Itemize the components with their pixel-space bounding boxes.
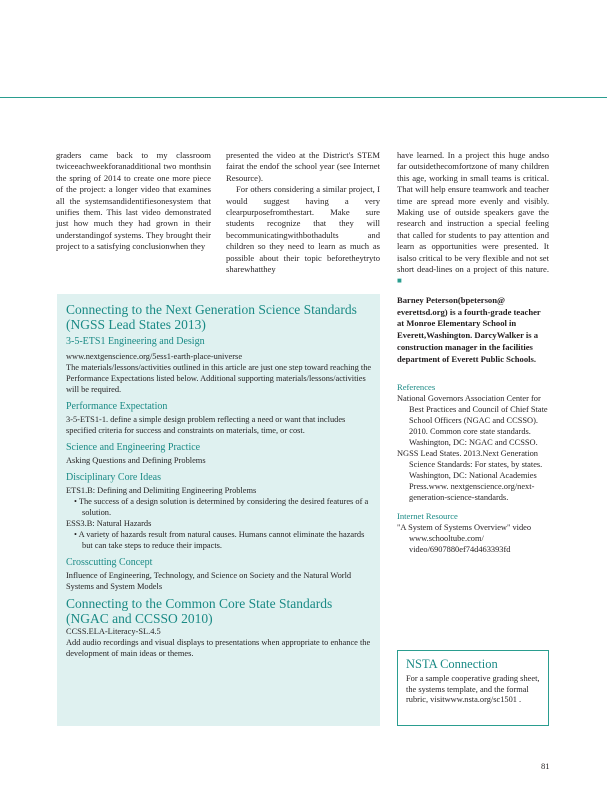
nsta-text: For a sample cooperative grading sheet, the systems template, and the formal rubric, visitwww.nsta.org/sc1501 . — [406, 674, 540, 705]
reference-item: National Governors Association Center for Best Practices and Council of Chief State School Officers (NGAC and CCSSO). 2010. Common core state standards. Washington, DC: NGAC and CCSSO. — [397, 394, 548, 448]
references-heading: References — [397, 381, 436, 392]
end-mark-icon: ■ — [397, 276, 402, 286]
paragraph — [397, 150, 549, 287]
nsta-heading: NSTA Connection — [406, 657, 498, 671]
cc-text: Systems and System Models — [66, 582, 163, 591]
standard-heading: 3-5-ETS1 Engineering and Design — [66, 336, 205, 347]
dci-heading: Disciplinary Core Ideas — [66, 472, 161, 483]
nsta-connection-box — [397, 650, 549, 726]
ccss-text: Add audio recordings and visual displays to presentations when appropriate to enhance the development of main ideas or themes. — [66, 638, 371, 658]
ccss-title: Connecting to the Common Core State Standards (NGAC and CCSSO 2010) — [66, 596, 333, 626]
paragraph-text: have learned. In a project this huge andso far outsidethecomfortzone of many children this age, working in small teams is critical. That will help ensure teamwork and teacher time are spread more evenly and visibly. Making use of outside speakers gave the research and instruction a special feeling that called for students to pay attention and learn as opportunities were presented. It isalso critical to be very flexible and not set short dead-lines on a project of this nature. — [397, 150, 549, 275]
paragraph: graders came back to my classroom twiceeachweekforanadditional two monthsin the spring of 2014 to create one more piece of the project: a longer video that examines all the systemsandidentifiesonesystem that unifies them. This last video demonstrated just how much they had grown in their understandingof systems. They brought their project to a satisfying conclusionwhen they — [56, 150, 211, 252]
standards-sidebar — [57, 294, 380, 726]
dci-bullet: • The success of a design solution is determined by considering the desired features of a solution. — [74, 497, 369, 517]
article-column-1 — [56, 150, 211, 253]
internet-resource-text: "A System of Systems Overview" video www.schooltube.com/ video/6907880ef74d463393fd — [397, 523, 532, 555]
article-column-2 — [226, 150, 380, 275]
page-number: 81 — [541, 761, 550, 771]
cc-text: Influence of Engineering, Technology, and Science on Society and the Natural World — [66, 571, 352, 580]
ccss-code: CCSS.ELA-Literacy-SL.4.5 — [66, 627, 161, 636]
ngss-title: Connecting to the Next Generation Science Standards (NGSS Lead States 2013) — [66, 302, 357, 332]
standard-url: www.nextgenscience.org/5ess1-earth-place-universe — [66, 352, 243, 361]
sep-text: Asking Questions and Defining Problems — [66, 456, 206, 465]
dci-bullet: • A variety of hazards result from natural causes. Humans cannot eliminate the hazards but can take steps to reduce their impacts. — [74, 530, 365, 550]
pe-heading: Performance Expectation — [66, 401, 168, 412]
internet-resource-heading: Internet Resource — [397, 511, 458, 522]
paragraph: For others considering a similar project, I would suggest having a very clearpurposefromthestart. Make sure students recognize that they will becommunicatingwithbothadults and children so they need to learn as much as possible about their topic beforetheytryto sharewhatthey — [226, 184, 380, 275]
cc-heading: Crosscutting Concept — [66, 557, 153, 568]
sep-heading: Science and Engineering Practice — [66, 442, 201, 453]
header-rule — [0, 97, 607, 98]
internet-resource — [397, 522, 549, 555]
reference-item: NGSS Lead States. 2013.Next Generation Science Standards: For states, by states. Washington, DC: National Academies Press.www. nextgenscience.org/next-generation-science-standards. — [397, 449, 543, 503]
pe-text: 3-5-ETS1-1. define a simple design problem reflecting a need or want that includes specified criteria for success and constraints on materials, time, or cost. — [66, 415, 346, 435]
paragraph: presented the video at the District's STEM fairat the endof the school year (see Internet Resource). — [226, 150, 380, 183]
references-list — [397, 393, 549, 503]
article-column-3 — [397, 150, 549, 555]
author-bio: Barney Peterson(bpeterson@ everettsd.org) is a fourth-grade teacher at Monroe Elementary School in Everett,Washington. DarcyWalker is a construction manager in the facilities department of Everett Public Schools. — [397, 294, 541, 364]
dci-item: ESS3.B: Natural Hazards — [66, 519, 152, 528]
dci-item: ETS1.B: Defining and Delimiting Engineering Problems — [66, 486, 257, 495]
standard-intro: The materials/lessons/activities outlined in this article are just one step toward reaching the Performance Expectations listed below. Additional supporting materials/lessons/activities will be required. — [66, 363, 372, 394]
